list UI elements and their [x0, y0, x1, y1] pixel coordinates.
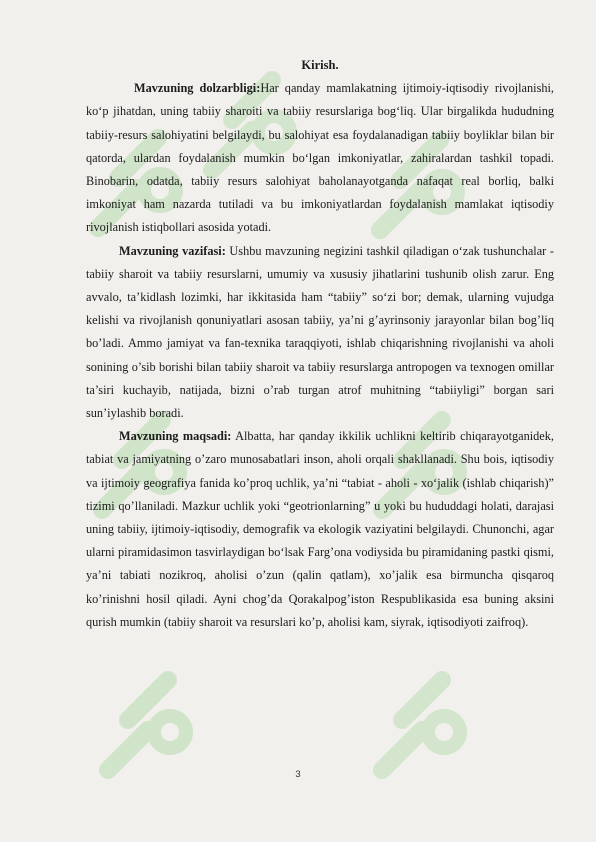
document-body [86, 54, 554, 634]
paragraph-text: Har qanday mamlakatning ijtimoiy-iqtisodiy rivojlanishi, ko‘p jihatdan, uning tabiiy sharoiti va tabiiy resurslariga bog‘liq. Ular birgalikda hududning tabiiy-resurs salohiyatini belgilaydi, bu salohiyat esa foydalanadigan tabiiy boyliklar bilan bir qatorda, ulardan foydalanish mumkin bo‘lgan imkoniyatlar, zahiralardan tashkil topadi. Binobarin, odatda, tabiiy resurs salohiyat baholanayotganda nafaqat real borliq, balki imkoniyat ham nazarda tutiladi va bu imkoniyatlardan foydalanish mamlakat iqtisodiy rivojlanish istiqbollari asosida yotadi. [86, 81, 554, 235]
page-number: 3 [295, 769, 301, 780]
paragraph-goal [86, 425, 554, 634]
paragraph-lead: Mavzuning maqsadi: [119, 429, 232, 444]
paragraph-lead: Mavzuning vazifasi: [119, 243, 226, 258]
paragraph-tasks [86, 240, 554, 426]
paragraph-text: Albatta, har qanday ikkilik uchlikni keltirib chiqarayotganidek, tabiat va jamiyatning o’zaro munosabatlari inson, aholi orqali shakllanadi. Shu bois, iqtisodiy va ijtimoiy geografiya fanida ko’proq uchlik, ya’ni “tabiat - aholi - xo‘jalik (ishlab chiqarish)” tizimi qo’llaniladi. Mazkur uchlik yoki “geotrionlarning” u yoki bu hududdagi holati, darajasi uning tabiiy, ijtimoiy-iqtisodiy, demografik va ekologik vaziyatini belgilaydi. Chunonchi, agar ularni piramidasimon tasvirlaydigan bo‘lsak Farg’ona vodiysida bu piramidaning pastki qismi, ya’ni tabiati nozikroq, aholisi o’zun (qalin qatlam), xo’jalik esa birmuncha qisqaroq ko’rinishni hosil qiladi. Ayni chog’da Qorakalpog’iston Respublikasida esa buning aksini qurish mumkin (tabiiy sharoit va resurslari ko’p, aholisi kam, siyrak, iqtisodiyoti zaifroq). [86, 429, 554, 629]
page-title: Kirish. [301, 58, 339, 72]
paragraph-text: Ushbu mavzuning negizini tashkil qiladigan o‘zak tushunchalar - tabiiy sharoit va tabiiy resurslarni, umumiy va xususiy jihatlarini tushunib olish zarur. Eng avvalo, ta’kidlash lozimki, har ikkitasida ham “tabiiy” so‘zi bor; demak, ularning vujudga kelishi va rivojlanish qonuniyatlari asosan tabiiy, ya’ni g’ayrinsoniy jarayonlar bilan bog’liq bo’ladi. Ammo jamiyat va fan-texnika taraqqiyoti, ishlab chiqarishning rivojlanishi va aholi sonining o’sib borishi bilan tabiiy sharoit va tabiiy resurslarga antropogen va texnogen omillar ta’siri kuchayib, natijada, bizni o’rab turgan atrof muhitning “tabiiyligi” borgan sari sun’iylashib boradi. [86, 243, 554, 421]
paragraph-lead: Mavzuning dolzarbligi: [134, 81, 261, 96]
paragraph-relevance [86, 77, 554, 239]
